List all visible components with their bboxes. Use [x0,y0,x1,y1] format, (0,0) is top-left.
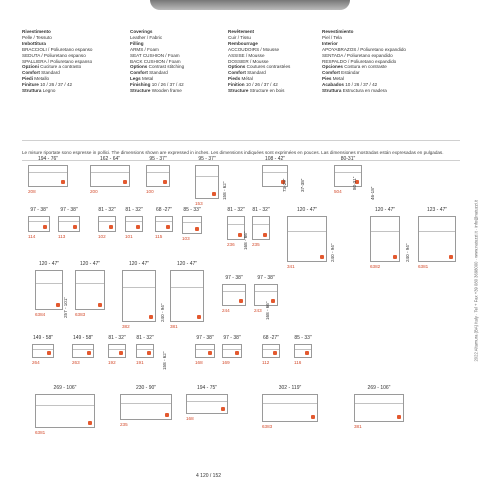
module-code: 382 [122,324,130,329]
module-width-label: 120 - 47" [296,207,318,213]
recliner-marker [147,351,151,355]
module-width-label: 194 - 75" [196,385,218,391]
sofa-module [32,344,54,358]
recliner-marker [149,315,153,319]
recliner-marker [221,407,225,411]
module-code: 191 [136,360,144,365]
module-code: 236 [227,242,235,247]
sofa-module [262,394,318,422]
recliner-marker [73,225,77,229]
recliner-marker [305,351,309,355]
recliner-marker [239,299,243,303]
module-width-label: 85 - 33" [294,335,312,341]
module-width-label: 230 - 90" [135,385,157,391]
module-code: 200 [90,189,98,194]
module-width-label: 162 - 64" [99,156,121,162]
recliner-marker [109,225,113,229]
recliner-marker [271,299,275,303]
module-width-label: 120 - 47" [79,261,101,267]
recliner-marker [195,227,199,231]
module-width-label: 97 - 38" [223,335,241,341]
sofa-module [262,344,280,358]
module-code: 504 [334,189,342,194]
module-width-label: 120 - 47" [38,261,60,267]
module-width-label: 97 - 38" [257,275,275,281]
sofa-module [108,344,126,358]
sofa-module [35,270,63,310]
module-width-label: 81 - 32" [125,207,143,213]
sofa-module [182,216,202,234]
module-depth-label: 158 - 62" [162,351,167,370]
recliner-marker [163,180,167,184]
module-depth-label: 37-38" [300,178,305,192]
module-depth-label: 257 - 101" [63,296,68,318]
module-width-label: 95 - 37" [149,156,167,162]
recliner-marker [47,351,51,355]
module-width-label: 97 - 38" [30,207,48,213]
sofa-module [72,344,94,358]
module-code: 6382 [370,264,381,269]
recliner-marker [393,255,397,259]
recliner-marker [273,351,277,355]
module-code: 381 [170,324,178,329]
module-width-label: 81 - 32" [227,207,245,213]
recliner-marker [98,303,102,307]
module-code: 264 [32,360,40,365]
module-depth-label: 240 - 94" [160,303,165,322]
spec-column-en: Coverings Leather / Fabric Filling ARMS / Foam SEAT CUSHION / Foam BACK CUSHION / Foam Options Contrast stitching Comfort Standard Legs Metal Finishing 10 / 26 / 37 / 42 Structure Wooden frame [130,29,222,94]
module-depth-label: 168 - 66" [265,301,270,320]
sofa-module [170,270,204,322]
sofa-module [35,394,95,428]
module-width-label: 81 - 32" [108,335,126,341]
module-width-label: 97 - 38" [196,335,214,341]
recliner-marker [212,192,216,196]
contact-sidebar: 2022 Altamura (BA) Italy · Tel + Fax +39 080 3698000 · www.natuzzi.it · info@natuzzi.it [474,200,479,362]
module-width-label: 81 - 32" [136,335,154,341]
module-width-label: 194 - 76" [37,156,59,162]
module-code: 6384 [35,312,46,317]
sofa-module [136,344,154,358]
sofa-module [58,216,80,232]
sofa-module [125,216,143,232]
recliner-marker [311,415,315,419]
recliner-marker [208,351,212,355]
module-depth-label: 80-31" [352,176,357,190]
module-width-label: 97 - 38" [225,275,243,281]
recliner-marker [119,351,123,355]
sofa-module [120,394,172,420]
column-title: Revêtement [228,29,255,34]
sofa-module [195,344,215,358]
module-width-label: 95 - 37" [198,156,216,162]
module-code: 102 [98,234,106,239]
sofa-module [222,344,242,358]
module-depth-label: 168 - 66" [243,231,248,250]
module-width-label: 108 - 42" [264,156,286,162]
module-code: 113 [58,234,66,239]
module-code: 235 [252,242,260,247]
module-code: 192 [108,360,116,365]
sofa-module [75,270,105,310]
module-code: 208 [28,189,36,194]
module-width-label: 149 - 58" [32,335,54,341]
module-width-label: 120 - 47" [176,261,198,267]
sofa-module [294,344,312,358]
divider [22,140,460,141]
module-code: 112 [262,360,270,365]
units-note: Le misure riportate sono espresse in pollici. The dimensions shown are expressed in inches. Les dimensions indiquées sont exprimées en pouces. Las dimensiones mostradas están expresadas en pulgadas. [22,150,444,155]
recliner-marker [87,351,91,355]
recliner-marker [197,315,201,319]
module-width-label: 85 - 33" [183,207,201,213]
module-code: 243 [254,308,262,313]
module-depth-label: 158 - 62" [222,181,227,200]
module-code: 100 [146,189,154,194]
module-code: 6383 [75,312,86,317]
recliner-marker [88,421,92,425]
module-width-label: 68 -27" [156,207,172,213]
module-code: 6381 [35,430,46,435]
column-title: Rivestimento [22,29,51,34]
module-code: 341 [287,264,295,269]
module-width-label: 81 - 32" [252,207,270,213]
sofa-module [195,165,219,199]
sofa-module [98,216,116,232]
recliner-marker [123,180,127,184]
module-width-label: 149 - 58" [72,335,94,341]
column-title: Coverings [130,29,153,34]
sofa-module [418,216,456,262]
module-width-label: 97 - 38" [60,207,78,213]
sofa-module [155,216,173,232]
spec-column-it: Rivestimento Pelle / Tessuto Imbottitura BRACCIOLI / Poliuretano espanso SEDUTA / Poliuretano espanso SPALLIERA / Poliuretano espanso Opzioni Cuciture a contrasto Comfort Standard Piedi Metallo Finiture 10 / 26 / 37 / 42 Struttura Legno [22,29,114,94]
page-number: 4 120 / 152 [196,473,222,479]
module-width-label: 269 - 106" [53,385,77,391]
module-depth-label: 46-18" [370,186,375,200]
module-code: 244 [222,308,230,313]
sofa-module [252,216,270,240]
sofa-module [186,394,228,414]
recliner-marker [263,233,267,237]
spec-column-fr: Revêtement Cuir / Tissu Rembourrage ACCOUDOIRS / Mousse ASSISE / Mousse DOSSIER / Mousse Options Coutures contrastées Comfort Standard Pieds Métal Finition 10 / 26 / 37 / 42 Structure Structure en bois [228,29,320,94]
sofa-module [28,165,68,187]
module-depth-label: 73-29" [282,178,287,192]
recliner-marker [238,233,242,237]
recliner-marker [397,415,401,419]
module-code: 168 [195,360,203,365]
module-code: 381 [354,424,362,429]
module-depth-label: 240 - 94" [330,243,335,262]
sofa-module [222,284,246,306]
spec-column-es: Revestimiento Piel / Tela Interior APOYABRAZOS / Poliuretano expandido SENTADA / Poliuretano expandido RESPALDO / Poliuretano expandido Opciones Costura en contraste Comfort Estándar Pies Metal Acabados 10 / 26 / 37 / 42 Struttura Estructura en madera [322,29,414,94]
module-width-label: 269 - 106" [367,385,391,391]
module-code: 153 [195,201,203,206]
module-code: 101 [125,234,133,239]
module-width-label: 120 - 47" [374,207,396,213]
module-code: 116 [294,360,302,365]
recliner-marker [166,225,170,229]
module-code: 115 [155,234,163,239]
recliner-marker [165,413,169,417]
sofa-module [90,165,130,187]
module-code: 6381 [418,264,429,269]
module-code: 103 [182,236,190,241]
recliner-marker [56,303,60,307]
sofa-module [354,394,404,422]
recliner-marker [136,225,140,229]
module-code: 235 [120,422,128,427]
module-width-label: 81 - 32" [98,207,116,213]
sofa-module [287,216,327,262]
product-photo-edge [150,0,350,10]
module-width-label: 80-31" [340,156,356,162]
module-code: 168 [186,416,194,421]
module-width-label: 302 - 119" [278,385,302,391]
module-width-label: 123 - 47" [426,207,448,213]
sofa-module [146,165,170,187]
module-width-label: 120 - 47" [128,261,150,267]
module-code: 6383 [262,424,273,429]
sofa-module [370,216,400,262]
module-code: 263 [72,360,80,365]
recliner-marker [43,225,47,229]
recliner-marker [235,351,239,355]
column-title: Revestimiento [322,29,354,34]
recliner-marker [320,255,324,259]
recliner-marker [449,255,453,259]
recliner-marker [61,180,65,184]
module-code: 169 [222,360,230,365]
sofa-module [28,216,50,232]
module-depth-label: 240 - 94" [405,243,410,262]
sofa-module [122,270,156,322]
module-code: 114 [28,234,36,239]
module-width-label: 68 -27" [263,335,279,341]
sofa-module [334,165,362,187]
